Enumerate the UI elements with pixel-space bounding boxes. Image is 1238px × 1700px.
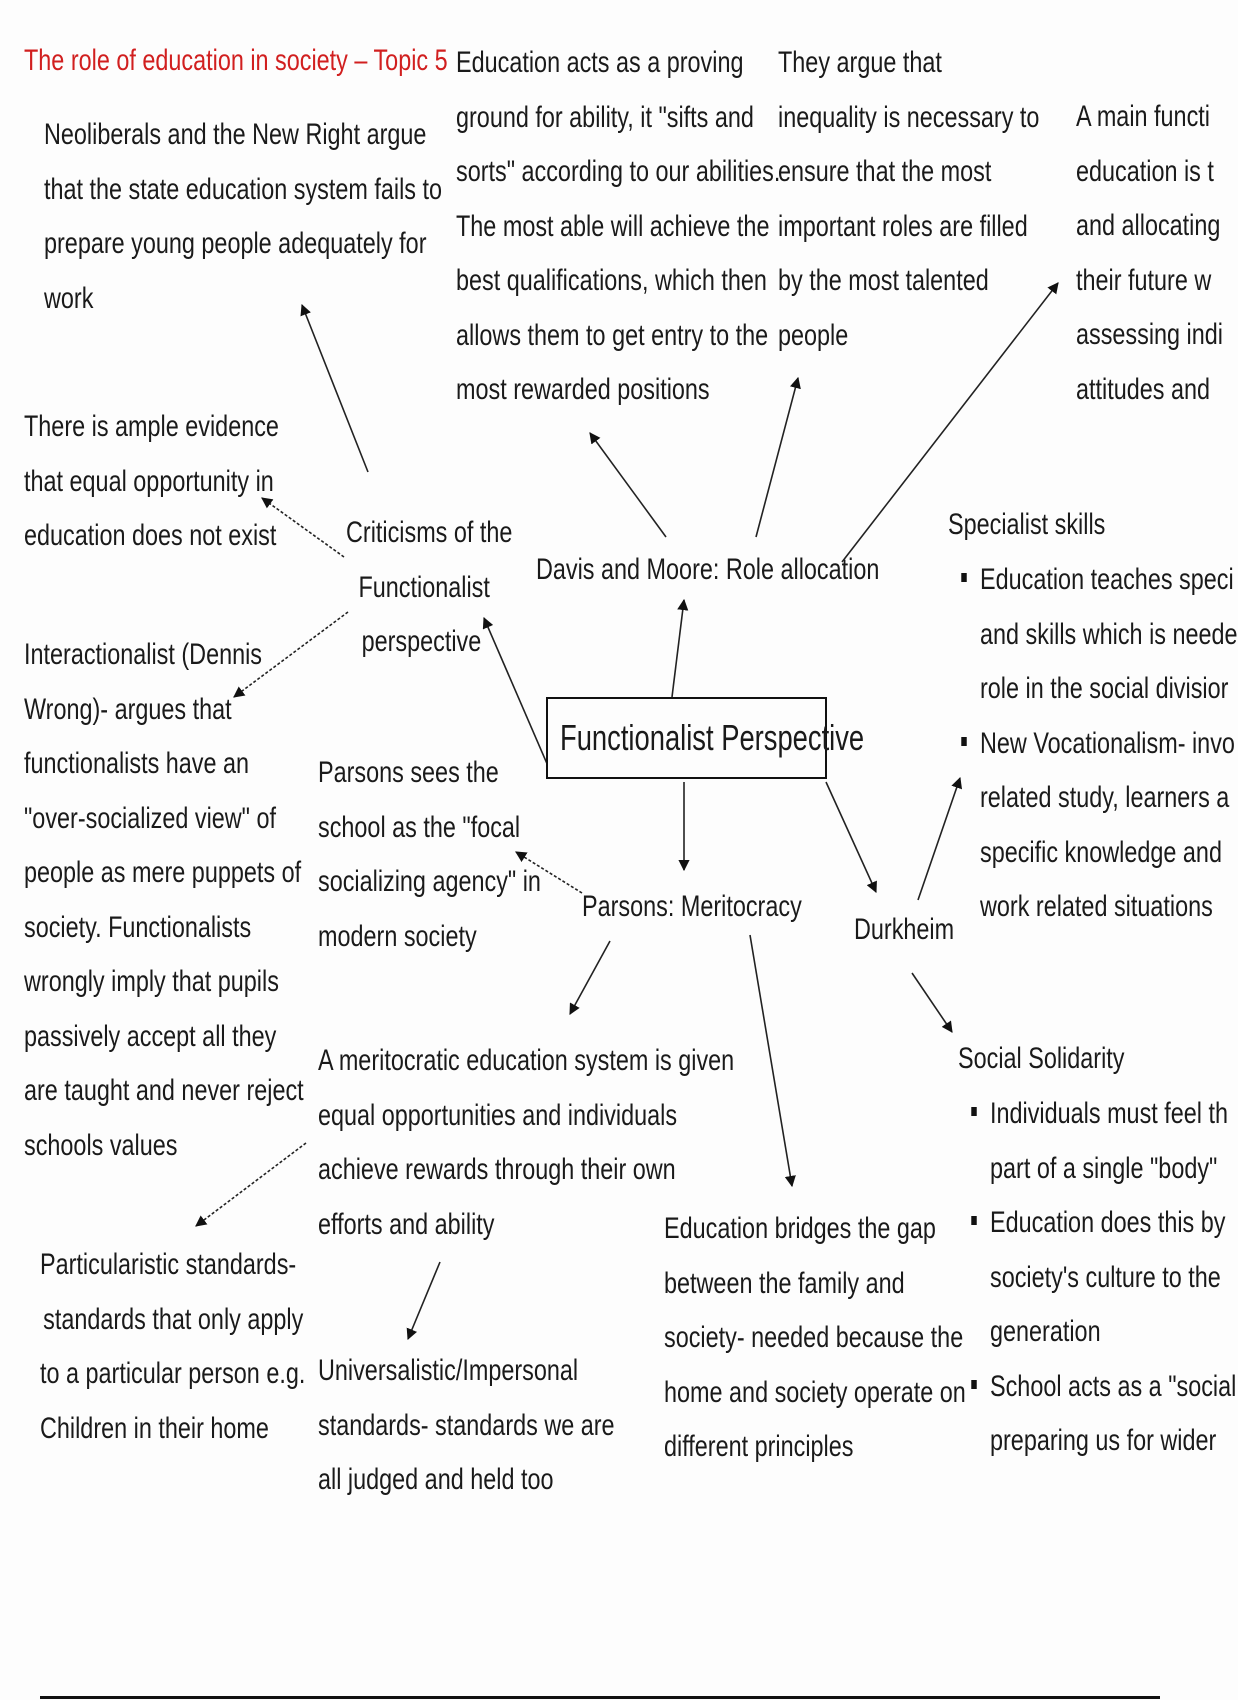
note-line: work (44, 281, 94, 315)
note-line: standards that only apply (43, 1302, 304, 1336)
note-line: ground for ability, it "sifts and (456, 100, 754, 134)
note-line: society's culture to the (990, 1260, 1221, 1294)
note-line: They argue that (778, 46, 942, 79)
note-line: The most able will achieve the (456, 209, 770, 243)
bullet-item (980, 717, 1238, 935)
note-line: by the most talented (778, 264, 989, 297)
page-title: The role of education in society – Topic 5 (24, 44, 448, 77)
note-bridges (664, 1202, 966, 1475)
note-line: functionalists have an (24, 747, 250, 780)
note-line: generation (990, 1315, 1101, 1348)
bullet-item (990, 1360, 1236, 1469)
note-line: role in the social divisior (980, 672, 1229, 705)
social-solidarity-list (990, 1087, 1236, 1469)
note-line: inequality is necessary to (778, 100, 1040, 134)
note-line: prepare young people adequately for (44, 227, 427, 260)
branch-criticisms-line: perspective (361, 625, 482, 658)
branch-criticisms (346, 506, 512, 670)
note-line: different principles (664, 1430, 854, 1463)
note-line: schools values (24, 1128, 178, 1162)
bottom-divider (40, 1696, 1160, 1699)
note-line: people as mere puppets of (24, 856, 302, 889)
note-equal-opportunity (24, 400, 279, 564)
note-line: Neoliberals and the New Right argue (44, 118, 427, 151)
bullet-marker-icon (971, 1380, 976, 1389)
arrow-parsons-to-bridges (750, 935, 792, 1186)
specialist-skills-heading: Specialist skills (948, 508, 1106, 541)
bullet-marker-icon (961, 573, 966, 582)
bullet-marker-icon (971, 1107, 976, 1116)
note-line: society- needed because the (664, 1321, 964, 1354)
note-line: New Vocationalism- invo (980, 726, 1235, 760)
note-line: society. Functionalists (24, 910, 252, 944)
note-line: most rewarded positions (456, 373, 710, 406)
arrow-criticisms-to-neoliberals (302, 305, 368, 472)
central-node-label: Functionalist Perspective (560, 717, 865, 758)
note-line: equal opportunities and individuals (318, 1098, 678, 1132)
note-line: standards- standards we are (318, 1408, 615, 1442)
note-particularistic (40, 1238, 305, 1456)
note-line: allows them to get entry to the (456, 318, 769, 352)
note-line: home and society operate on (664, 1375, 966, 1409)
note-proving-ground (456, 36, 780, 418)
note-line: all judged and held too (318, 1463, 554, 1496)
note-line: Education teaches speci (980, 563, 1234, 596)
bullet-item (990, 1196, 1236, 1360)
branch-durkheim: Durkheim (854, 913, 955, 946)
branch-davis-moore: Davis and Moore: Role allocation (536, 553, 880, 586)
note-line: Interactionalist (Dennis (24, 638, 263, 671)
note-line: education is t (1076, 154, 1214, 188)
note-parsons-school (318, 746, 541, 964)
arrow-parsons-to-meritocratic (570, 941, 610, 1014)
note-line: school as the "focal (318, 810, 521, 844)
bullet-item (990, 1087, 1236, 1196)
arrow-davis-to-proving-ground (590, 433, 666, 537)
bullet-marker-icon (961, 737, 966, 746)
note-line: people (778, 318, 849, 352)
note-line: There is ample evidence (24, 410, 279, 443)
note-line: socializing agency" in (318, 865, 541, 898)
specialist-skills-list (980, 553, 1238, 935)
bullet-marker-icon (971, 1216, 976, 1225)
note-main-function (1076, 90, 1223, 417)
note-line: important roles are filled (778, 209, 1028, 243)
note-line: A main functi (1076, 100, 1210, 133)
note-line: Education bridges the gap (664, 1212, 936, 1245)
note-neoliberals (44, 108, 442, 326)
note-line: their future w (1076, 263, 1212, 297)
note-line: Wrong)- argues that (24, 692, 232, 726)
arrow-durkheim-to-specialist (918, 778, 960, 900)
note-inequality (778, 36, 1039, 363)
note-line: attitudes and (1076, 372, 1211, 406)
note-line: related study, learners a (980, 781, 1230, 814)
note-line: part of a single "body" (990, 1151, 1218, 1185)
note-line: between the family and (664, 1266, 905, 1300)
note-line: Parsons sees the (318, 756, 499, 789)
branch-criticisms-line: Functionalist (358, 570, 490, 604)
note-line: education does not exist (24, 519, 277, 552)
note-line: to a particular person e.g. (40, 1357, 306, 1390)
note-line: "over-socialized view" of (24, 801, 277, 835)
note-line: and allocating (1076, 209, 1221, 242)
note-line: wrongly imply that pupils (24, 965, 279, 998)
branch-criticisms-line: Criticisms of the (346, 516, 513, 549)
note-line: assessing indi (1076, 318, 1223, 351)
note-line: work related situations (980, 890, 1213, 923)
note-line: achieve rewards through their own (318, 1153, 676, 1186)
note-line: that the state education system fails to (44, 172, 443, 206)
note-line: that equal opportunity in (24, 464, 274, 498)
note-interactionalist (24, 628, 304, 1173)
note-line: and skills which is neede (980, 617, 1238, 651)
note-universalistic (318, 1344, 615, 1508)
note-line: preparing us for wider (990, 1424, 1217, 1457)
note-line: efforts and ability (318, 1207, 495, 1241)
note-line: are taught and never reject (24, 1074, 304, 1107)
note-line: Education does this by (990, 1206, 1226, 1239)
note-line: Particularistic standards- (40, 1248, 297, 1281)
arrow-meritocratic-to-universalistic (408, 1262, 440, 1339)
arrow-center-to-davis-moore (672, 600, 684, 697)
bullet-item (980, 553, 1238, 717)
branch-parsons-meritocracy: Parsons: Meritocracy (582, 890, 802, 923)
note-line: Universalistic/Impersonal (318, 1354, 579, 1387)
arrow-durkheim-to-solidarity (912, 973, 952, 1032)
note-line: passively accept all they (24, 1019, 277, 1053)
note-line: Individuals must feel th (990, 1097, 1229, 1130)
note-line: Children in their home (40, 1411, 269, 1445)
note-line: School acts as a "social (990, 1369, 1237, 1403)
central-node (546, 697, 865, 779)
note-line: best qualifications, which then (456, 264, 767, 297)
note-line: sorts" according to our abilities. (456, 155, 781, 188)
note-line: specific knowledge and (980, 835, 1222, 869)
social-solidarity-heading: Social Solidarity (958, 1042, 1125, 1075)
note-line: ensure that the most (778, 155, 992, 188)
note-line: A meritocratic education system is given (318, 1044, 735, 1077)
note-line: Education acts as a proving (456, 46, 744, 79)
note-line: modern society (318, 919, 477, 953)
arrow-center-to-durkheim (826, 782, 876, 892)
